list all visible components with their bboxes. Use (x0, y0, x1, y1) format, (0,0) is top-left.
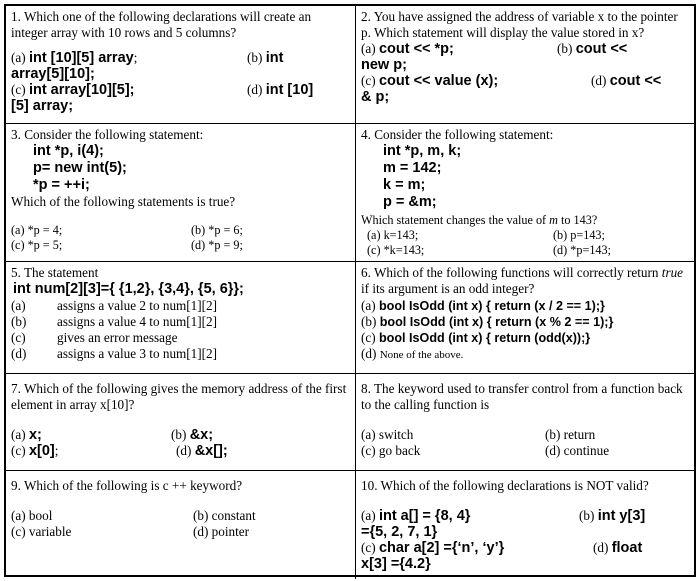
question-8-options-cd (361, 443, 689, 459)
option-b-wrap: ={5, 2, 7, 1} (361, 524, 438, 540)
quiz-table (4, 4, 696, 577)
question-4-ask: Which statement changes the value of m to 143? (361, 213, 598, 227)
option-c: (c) gives an error message (11, 330, 178, 345)
question-10-stem: 10. Which of the following declarations is NOT valid? (361, 478, 649, 493)
option-b: (b) int (247, 50, 284, 66)
option-b-wrap: new p; (361, 57, 407, 73)
option-b: (b) *p = 6; (191, 223, 243, 237)
code-line: p = &m; (383, 194, 437, 210)
question-4-stem: 4. Consider the following statement: (361, 127, 554, 142)
option-c: (c) variable (11, 524, 72, 539)
question-1 (6, 6, 356, 124)
option-b: (b) cout << (557, 41, 628, 57)
question-4-options-cd (361, 243, 689, 258)
question-4 (356, 124, 694, 262)
option-d: (d) *p = 9; (191, 238, 243, 252)
question-8-stem: 8. The keyword used to transfer control from a function back to the calling function is (361, 381, 683, 412)
option-b: (b) return (545, 427, 596, 442)
option-a: (a) *p = 4; (11, 223, 63, 237)
question-10 (356, 471, 694, 579)
question-1-options-cd (11, 82, 350, 98)
question-9-options-cd (11, 524, 350, 540)
code-line: k = m; (383, 177, 426, 193)
option-c: (c) x[0]; (11, 443, 59, 459)
question-7 (6, 374, 356, 471)
option-a-wrap: array[5][10]; (11, 66, 95, 82)
question-7-options-ab (11, 427, 350, 443)
question-8 (356, 374, 694, 471)
option-c: (c) int array[10][5]; (11, 82, 135, 98)
question-7-stem: 7. Which of the following gives the memory address of the first element in array x[10]? (11, 381, 347, 412)
option-a: (a) cout << *p; (361, 41, 454, 57)
option-a: (a) assigns a value 2 to num[1][2] (11, 298, 218, 313)
code-line: m = 142; (383, 160, 442, 176)
option-d: (d) continue (545, 443, 610, 458)
question-6-stem: 6. Which of the following functions will correctly return true if its argument is an odd integer? (361, 265, 684, 296)
option-a: (a) bool (11, 508, 53, 523)
option-d: (d) None of the above. (361, 346, 464, 361)
question-5 (6, 262, 356, 374)
question-3 (6, 124, 356, 262)
option-b: (b) constant (193, 508, 256, 523)
option-a: (a) k=143; (367, 228, 419, 242)
option-c: (c) bool IsOdd (int x) { return (odd(x));} (361, 330, 591, 345)
code-line: int num[2][3]={ {1,2}, {3,4}, {5, 6}}; (13, 281, 244, 297)
question-2-options-ab (361, 41, 689, 57)
question-5-stem: 5. The statement (11, 265, 99, 280)
question-3-ask: Which of the following statements is true? (11, 194, 236, 209)
question-7-options-cd (11, 443, 350, 459)
question-2 (356, 6, 694, 124)
option-c: (c) *p = 5; (11, 238, 63, 252)
option-b: (b) &x; (171, 427, 214, 443)
question-9-stem: 9. Which of the following is c ++ keyword? (11, 478, 243, 493)
question-8-options-ab (361, 427, 689, 443)
code-line: int *p, m, k; (383, 143, 462, 159)
option-d: (d) float (593, 540, 643, 556)
question-3-options-cd (11, 238, 350, 253)
code-line: int *p, i(4); (33, 143, 104, 159)
option-a: (a) int a[] = {8, 4} (361, 508, 471, 524)
question-10-options-cd (361, 540, 689, 556)
option-b: (b) int y[3] (579, 508, 646, 524)
question-6 (356, 262, 694, 374)
option-b: (b) p=143; (553, 228, 605, 242)
option-c: (c) go back (361, 443, 421, 458)
question-10-options-ab (361, 508, 689, 524)
question-1-options-ab (11, 50, 350, 66)
option-d-wrap: x[3] ={4.2} (361, 556, 431, 572)
option-d: (d) pointer (193, 524, 250, 539)
code-line: p= new int(5); (33, 160, 127, 176)
option-a: (a) x; (11, 427, 42, 443)
option-d: (d) assigns a value 3 to num[1][2] (11, 346, 218, 361)
question-9 (6, 471, 356, 579)
option-d-wrap: [5] array; (11, 98, 74, 114)
option-d: (d) *p=143; (553, 243, 611, 257)
option-b: (b) assigns a value 4 to num[1][2] (11, 314, 218, 329)
option-c: (c) cout << value (x); (361, 73, 499, 89)
option-a: (a) int [10][5] array; (11, 50, 138, 66)
option-d-wrap: & p; (361, 89, 390, 105)
question-9-options-ab (11, 508, 350, 524)
question-4-options-ab (361, 228, 689, 243)
option-d: (d) int [10] (247, 82, 314, 98)
option-a: (a) switch (361, 427, 414, 442)
question-1-stem: 1. Which one of the following declarations will create an integer array with 10 rows and 5 columns? (11, 9, 312, 40)
question-2-options-cd (361, 73, 689, 89)
code-line: *p = ++i; (33, 177, 90, 193)
question-3-options-ab (11, 223, 350, 238)
question-2-stem: 2. You have assigned the address of variable x to the pointer p. Which statement will display the value stored in x? (361, 9, 678, 40)
option-a: (a) bool IsOdd (int x) { return (x / 2 == 1);} (361, 298, 605, 313)
option-d: (d) &x[]; (176, 443, 228, 459)
option-c: (c) char a[2] ={‘n’, ‘y’} (361, 540, 505, 556)
option-d: (d) cout << (591, 73, 662, 89)
option-c: (c) *k=143; (367, 243, 425, 257)
question-3-stem: 3. Consider the following statement: (11, 127, 204, 142)
option-b: (b) bool IsOdd (int x) { return (x % 2 == 1);} (361, 314, 614, 329)
